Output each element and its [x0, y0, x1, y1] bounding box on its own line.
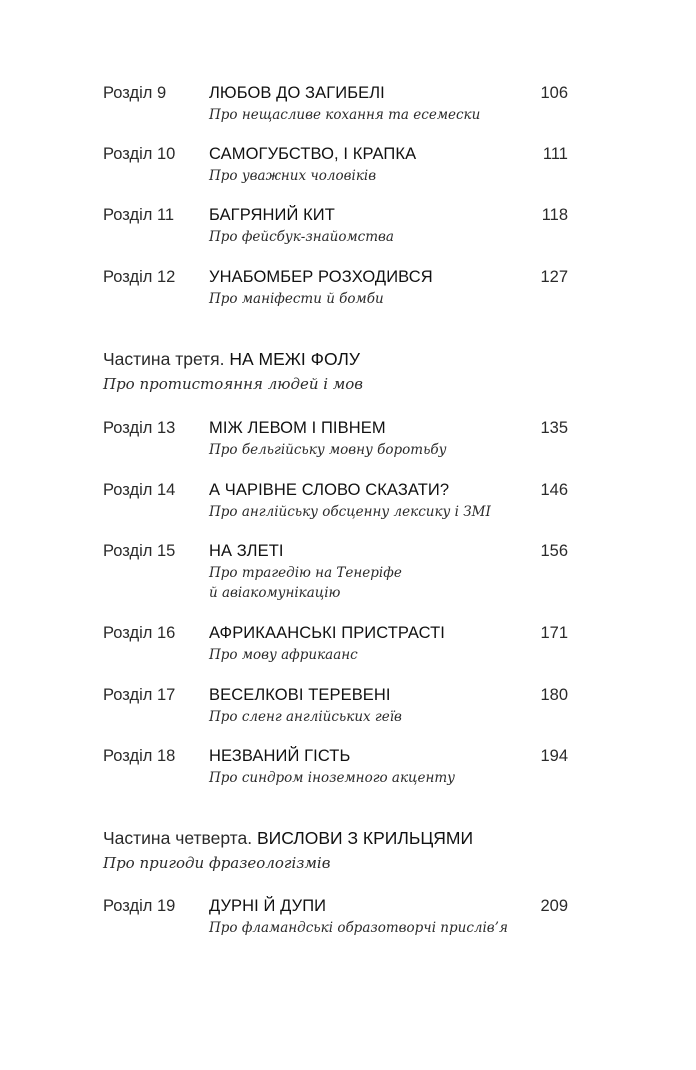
chapter-subtitle: Про синдром іноземного акценту	[209, 770, 455, 786]
chapter-title: ДУРНІ Й ДУПИ	[209, 897, 327, 915]
part-subtitle: Про пригоди фразеологізмів	[103, 854, 331, 872]
chapter-subtitle: Про нещасливе кохання та есемески	[209, 107, 481, 123]
chapter-page-number: 111	[542, 145, 568, 163]
chapter-title: САМОГУБСТВО, І КРАПКА	[209, 145, 417, 163]
chapter-title: ВЕСЕЛКОВІ ТЕРЕВЕНІ	[209, 686, 391, 704]
chapter-page-number: 135	[540, 419, 568, 437]
chapter-label: Розділ 14	[103, 481, 176, 499]
chapter-subtitle: Про трагедію на Тенеріфе й авіакомунікацію	[209, 565, 402, 601]
chapter-page-number: 118	[541, 206, 568, 224]
part-title-line	[103, 349, 663, 370]
part-title-line	[103, 828, 663, 849]
part-title: НА МЕЖІ ФОЛУ	[229, 349, 360, 369]
chapter-label: Розділ 19	[103, 897, 176, 915]
part-prefix: Частина четверта.	[103, 828, 253, 848]
chapter-label: Розділ 12	[103, 268, 176, 286]
chapter-page-number: 171	[540, 624, 568, 642]
chapter-title: ЛЮБОВ ДО ЗАГИБЕЛІ	[209, 84, 385, 102]
part-heading-3	[103, 349, 663, 393]
chapter-title: АФРИКААНСЬКІ ПРИСТРАСТІ	[209, 624, 445, 642]
chapter-title: А ЧАРІВНЕ СЛОВО СКАЗАТИ?	[209, 481, 450, 499]
chapter-page-number: 106	[540, 84, 568, 102]
chapter-subtitle: Про уважних чоловіків	[209, 168, 377, 184]
chapter-subtitle: Про фламандські образотворчі прислів’я	[209, 920, 508, 936]
chapter-title: МІЖ ЛЕВОМ І ПІВНЕМ	[209, 419, 386, 437]
chapter-subtitle: Про сленг англійських геїв	[209, 709, 402, 725]
chapter-subtitle: Про англійську обсценну лексику і ЗМІ	[209, 504, 491, 520]
chapter-label: Розділ 15	[103, 542, 176, 560]
chapter-subtitle: Про мову африкаанс	[209, 647, 358, 663]
part-subtitle: Про протистояння людей і мов	[103, 375, 364, 393]
chapter-subtitle: Про фейсбук-знайомства	[209, 229, 394, 245]
chapter-subtitle: Про маніфести й бомби	[209, 291, 384, 307]
chapter-label: Розділ 9	[103, 84, 167, 102]
chapter-page-number: 209	[540, 897, 568, 915]
part-prefix: Частина третя.	[103, 349, 225, 369]
chapter-subtitle: Про бельгійську мовну боротьбу	[209, 442, 447, 458]
chapter-page-number: 180	[540, 686, 568, 704]
chapter-label: Розділ 11	[103, 206, 175, 224]
chapter-title: НЕЗВАНИЙ ГІСТЬ	[209, 747, 351, 765]
chapter-label: Розділ 10	[103, 145, 176, 163]
chapter-page-number: 146	[540, 481, 568, 499]
chapter-label: Розділ 13	[103, 419, 176, 437]
chapter-title: БАГРЯНИЙ КИТ	[209, 206, 335, 224]
chapter-title: УНАБОМБЕР РОЗХОДИВСЯ	[209, 268, 433, 286]
chapter-title: НА ЗЛЕТІ	[209, 542, 284, 560]
chapter-label: Розділ 17	[103, 686, 176, 704]
chapter-label: Розділ 18	[103, 747, 176, 765]
part-title: ВИСЛОВИ З КРИЛЬЦЯМИ	[256, 828, 474, 848]
chapter-page-number: 127	[540, 268, 568, 286]
chapter-label: Розділ 16	[103, 624, 176, 642]
chapter-page-number: 194	[540, 747, 568, 765]
part-heading-4	[103, 828, 663, 872]
chapter-page-number: 156	[540, 542, 568, 560]
